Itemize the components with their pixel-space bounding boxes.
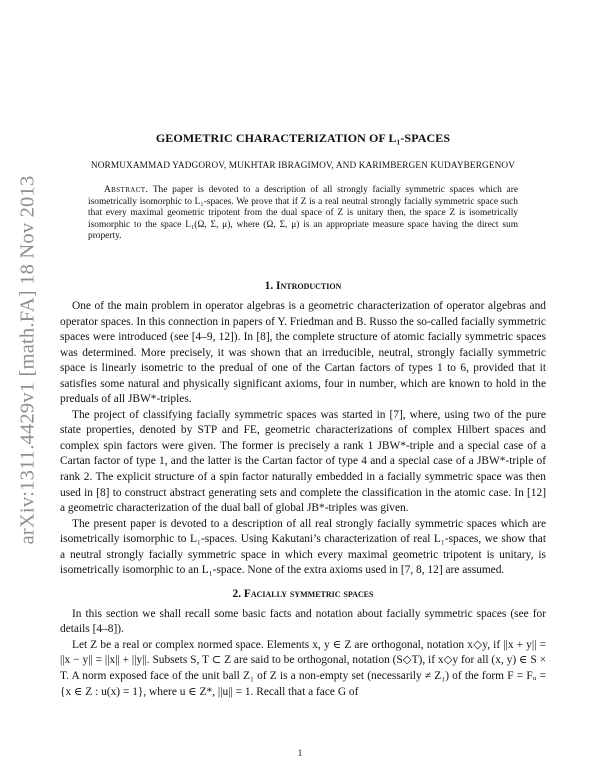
intro-paragraph-3: The present paper is devoted to a description of all real strongly facially symmetric spaces which are isometrically isomorphic to L₁-spaces. Using Kakutani’s characterization of real L₁-spaces, we show that a neutral strongly facially symmetric space in which every maximal geometric tripotent is unitary, is isometrically isomorphic to an L₁-space. None of the extra axioms used in [7, 8, 12] are assumed. <box>60 517 546 577</box>
section-heading-facially-symmetric: 2. Facially symmetric spaces <box>232 587 374 600</box>
intro-paragraph-2: The project of classifying facially symmetric spaces was started in [7], where, using two of the pure state properties, denoted by STP and FE, geometric characterizations of complex Hilbert spaces and complex spin factors were given. The former is precisely a rank 1 JBW*-triple and a special case of a Cartan factor of type 1, and the latter is the Cartan factor of type 4 and a special case of a JBW*-triple of rank 2. The explicit structure of a spin factor naturally embedded in a facially symmetric space was then used in [8] to construct abstract generating sets and complete the classification in the atomic case. In [12] a geometric characterization of the dual ball of global JB*-triples was given. <box>60 408 546 515</box>
section-heading-introduction: 1. Introduction <box>264 279 342 292</box>
abstract-label: Abstract. <box>104 185 149 195</box>
abstract-text: The paper is devoted to a description of all strongly facially symmetric spaces which are isometrically isomorphic to L₁-spaces. We prove that if Z is a real neutral strongly facially symmetric space such that every maximal geometric tripotent from the dual space of Z is unitary then, the space Z is isometrically isomorphic to the space L₁(Ω, Σ, μ), where (Ω, Σ, μ) is an appropriate measure space having the direct sum property. <box>88 185 518 242</box>
arxiv-sidebar <box>13 150 43 570</box>
arxiv-identifier: arXiv:1311.4429v1 [math.FA] 18 Nov 2013 <box>16 175 39 545</box>
paper-content <box>60 131 546 700</box>
page-number: 1 <box>297 748 303 758</box>
paper-title: GEOMETRIC CHARACTERIZATION OF L₁-SPACES <box>155 131 451 145</box>
abstract <box>88 185 518 243</box>
paper-authors: NORMUXAMMAD YADGOROV, MUKHTAR IBRAGIMOV, AND KARIMBERGEN KUDAYBERGENOV <box>90 161 516 171</box>
intro-paragraph-1: One of the main problem in operator algebras is a geometric characterization of operator algebras and operator spaces. In this connection in papers of Y. Friedman and B. Russo the so-called facially symmetric spaces were introduced (see [4–9, 12]). In [8], the complete structure of atomic facially symmetric spaces was determined. More precisely, it was shown that an irreducible, neutral, strongly facially symmetric space is linearly isometric to the predual of one of the Cartan factors of types 1 to 6, provided that it satisfies some natural and physically significant axioms, four in number, which are known to hold in the preduals of all JBW*-triples. <box>60 299 546 406</box>
section2-paragraph-1: In this section we shall recall some basic facts and notation about facially symmetric spaces (see for details [4–8]). <box>60 607 546 636</box>
section2-paragraph-2: Let Z be a real or complex normed space. Elements x, y ∈ Z are orthogonal, notation x◇y, if ||x + y|| = ||x − y|| = ||x|| + ||y||. Subsets S, T ⊂ Z are said to be orthogonal, notation (S◇T), if x◇y for all (x, y) ∈ S × T. A norm exposed face of the unit ball Z₁ of Z is a non-empty set (necessarily ≠ Z₁) of the form F = Fᵤ = {x ∈ Z : u(x) = 1}, where u ∈ Z*, ||u|| = 1. Recall that a face G of <box>60 638 546 698</box>
